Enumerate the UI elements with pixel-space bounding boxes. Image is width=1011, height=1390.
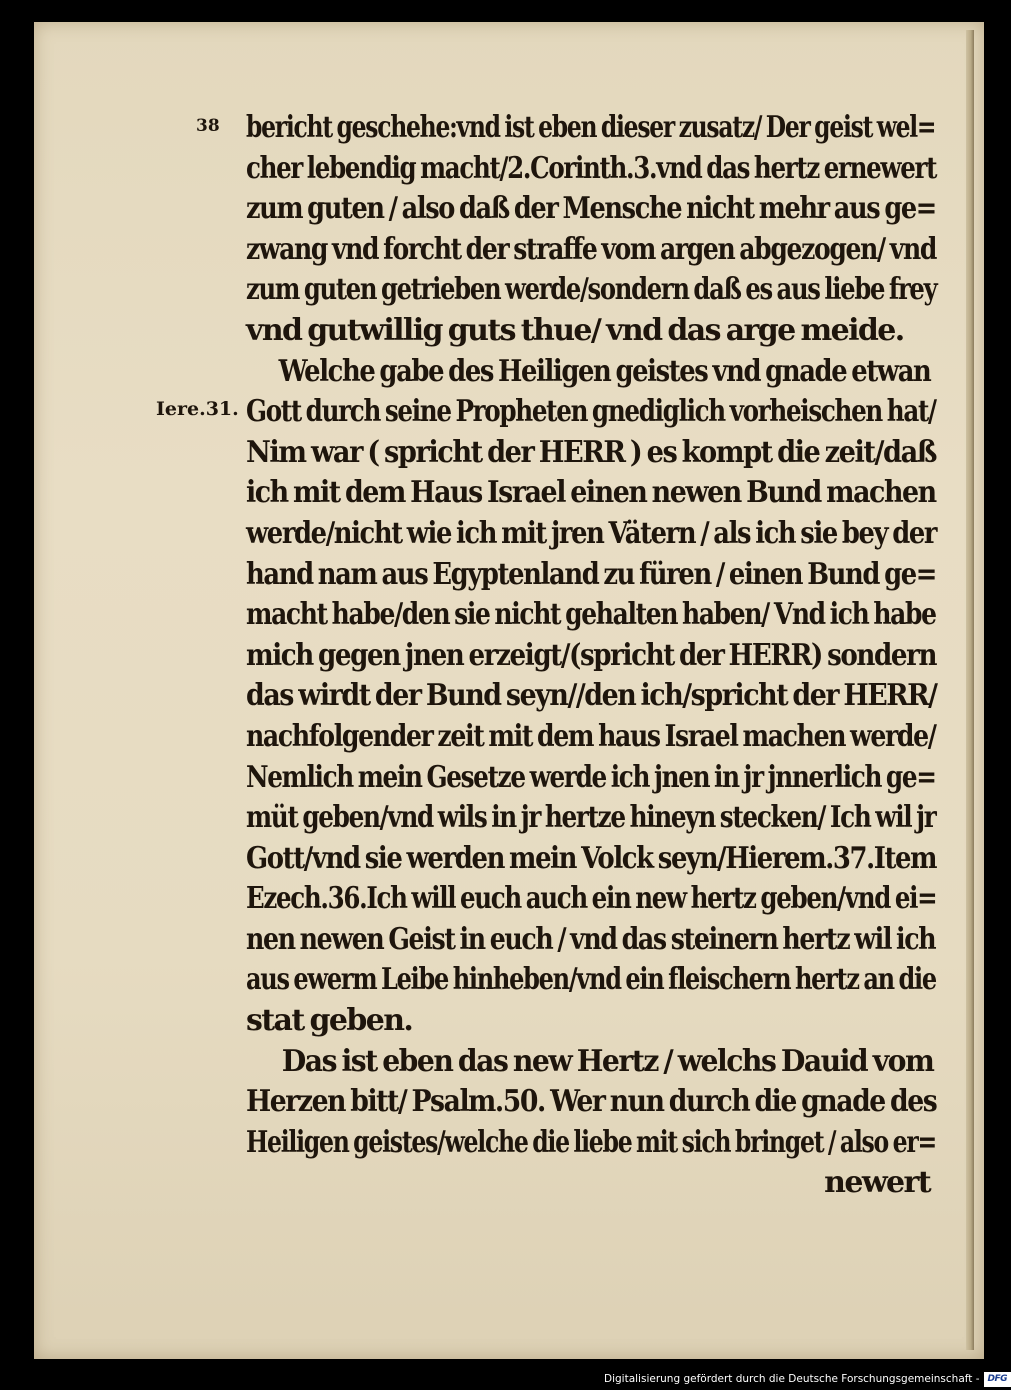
dfg-logo: DFG [984,1372,1011,1387]
text-line: nen newen Geist in euch / vnd das steinern hertz wil ich [246,921,936,957]
text-line: Herzen bitt/ Psalm.50. Wer nun durch die gnade des [246,1084,937,1120]
text-line: vnd gutwillig guts thue/ vnd das arge meide. [246,312,904,348]
text-line: Ezech.36.Ich will euch auch ein new hertz geben/vnd ei= [246,881,937,917]
digitization-footer [604,1372,1011,1386]
text-line: stat geben. [246,1003,413,1039]
text-line: macht habe/den sie nicht gehalten haben/ Vnd ich habe [246,597,936,633]
text-line: das wirdt der Bund seyn//den ich/spricht der HERR/ [246,678,937,714]
text-line: Heiligen geistes/welche die liebe mit sich bringet / also er= [246,1124,936,1160]
text-line: aus ewerm Leibe hinheben/vnd ein fleischern hertz an die [246,962,936,998]
text-line: Nemlich mein Gesetze werde ich jnen in jr jnnerlich ge= [246,759,936,795]
text-line: zum guten / also daß der Mensche nicht mehr aus ge= [246,191,936,227]
text-line: müt geben/vnd wils in jr hertze hineyn stecken/ Ich wil jr [246,800,936,836]
text-line: bericht geschehe:vnd ist eben dieser zusatz/ Der geist wel= [246,110,936,145]
text-line: Gott durch seine Propheten gnediglich vorheischen hat/ [246,394,936,430]
text-line: Nim war ( spricht der HERR ) es kompt die zeit/daß [246,434,937,470]
catchword: newert [824,1165,930,1201]
text-line: Welche gabe des Heiligen geistes vnd gnade etwan [278,353,931,389]
page-edge [966,30,974,1350]
text-line: zum guten getrieben werde/sondern daß es aus liebe frey [246,272,937,308]
text-line: mich gegen jnen erzeigt/(spricht der HERR) sondern [246,637,937,673]
text-line: Das ist eben das new Hertz / welchs Dauid vom [281,1043,934,1079]
text-line: ich mit dem Haus Israel einen newen Bund machen [246,475,936,511]
text-line: hand nam aus Egyptenland zu füren / einen Bund ge= [246,556,937,592]
main-text [246,108,936,1204]
text-line: cher lebendig macht/2.Corinth.3.vnd das hertz ernewert [246,150,937,186]
text-line: nachfolgender zeit mit dem haus Israel machen werde/ [246,718,936,754]
text-line: werde/nicht wie ich mit jren Vätern / als ich sie bey der [246,515,937,551]
text-line: Gott/vnd sie werden mein Volck seyn/Hierem.37.Item [246,840,937,876]
funding-credit: Digitalisierung gefördert durch die Deutsche Forschungsgemeinschaft - [604,1373,980,1385]
text-line: zwang vnd forcht der straffe vom argen abgezogen/ vnd [246,231,937,267]
page-number: 38 [196,116,220,136]
marginal-note: Iere.31. [156,398,239,420]
